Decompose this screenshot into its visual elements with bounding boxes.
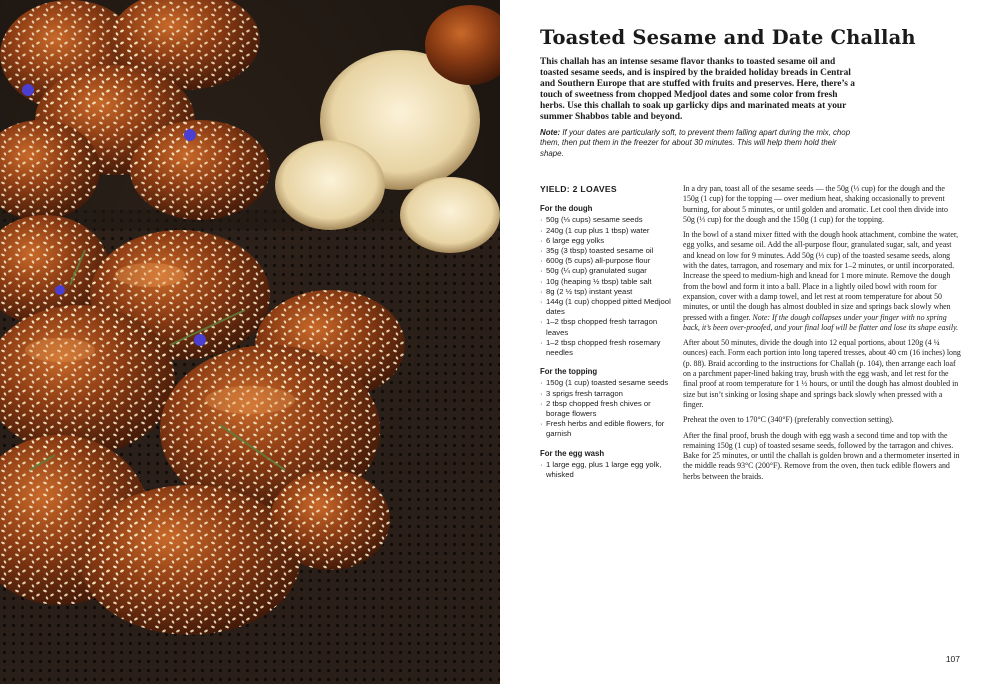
ingredient-item: · Fresh herbs and edible flowers, for garnish bbox=[540, 419, 675, 439]
ingredient-item: · 1 large egg, plus 1 large egg yolk, whisked bbox=[540, 460, 675, 480]
note-label: Note: bbox=[540, 128, 561, 137]
ingredient-group-egg-wash bbox=[540, 449, 675, 481]
recipe-intro: This challah has an intense sesame flavor thanks to toasted sesame oil and toasted sesame seeds, and is inspired by the braided holiday breads in Central and Southern Europe that are stuffed with fruits and preserves. Here, there’s a touch of sweetness from chopped Medjool dates and some color from fresh herbs. Use this challah to soak up garlicky dips and marinated meats at your summer Shabbos table and beyond. bbox=[540, 57, 855, 122]
ingredient-group-topping bbox=[540, 367, 675, 439]
ingredient-item: · 6 large egg yolks bbox=[540, 236, 675, 246]
ingredient-item: · 35g (3 tbsp) toasted sesame oil bbox=[540, 246, 675, 256]
ingredient-item: · 600g (5 cups) all-purpose flour bbox=[540, 256, 675, 266]
ingredient-item: · 3 sprigs fresh tarragon bbox=[540, 389, 675, 399]
note-text: If your dates are particularly soft, to prevent them falling apart during the mix, chop them, then put them in the freezer for about 30 minutes. This will help them hold their shape. bbox=[540, 128, 851, 158]
recipe-note bbox=[540, 128, 858, 159]
ingredient-item: · 8g (2 ½ tsp) instant yeast bbox=[540, 287, 675, 297]
ingredient-group-title: For the dough bbox=[540, 204, 593, 214]
ingredient-item: · 50g (⅓ cups) sesame seeds bbox=[540, 215, 675, 225]
method-step: After about 50 minutes, divide the dough into 12 equal portions, about 120g (4 ¼ ounces) each. Form each portion into long tapered tresses, about 40 cm (16 inches) long (p. 88). Braid according to the instructions for Challah (p. 104), then arrange each loaf on a parchment paper-lined baking tray, brush with the egg wash, and let rest for the final proof at room temperature for 1 ½ hours, or until the dough has almost doubled in size but isn’t sinking or losing shape and springs back slowly when pressed with a finger. bbox=[683, 338, 961, 409]
ingredient-group-dough bbox=[540, 204, 675, 358]
method-step-note: Note: If the dough collapses under your finger with no spring back, it’s been over-proofed, and your final loaf will be flatter and lose its shape easily. bbox=[683, 312, 959, 332]
ingredients-column bbox=[540, 184, 675, 489]
ingredient-item: · 10g (heaping ½ tbsp) table salt bbox=[540, 277, 675, 287]
method-step-text: In the bowl of a stand mixer fitted with the dough hook attachment, combine the water, egg yolks, and sesame oil. Add the all-purpose flour, granulated sugar, salt, and yeast and knead on low for 9 minutes. Add 50g (⅓ cup) of the toasted sesame seeds, along with the dates, tarragon, and rosemary and mix for 1–2 minutes, or until incorporated. Increase the speed to medium-high and knead for 1 more minute. Remove the dough from the bowl and form it into a ball. Place in a lightly oiled bowl with room for expansion, cover with a damp towel, and let rest at room temperature for about 50 minutes, or until the dough has almost doubled in size and springs back slowly when pressed with a finger. bbox=[683, 230, 959, 322]
recipe-title: Toasted Sesame and Date Challah bbox=[540, 26, 916, 49]
ingredient-item: · 2 tbsp chopped fresh chives or borage flowers bbox=[540, 399, 675, 419]
method-step: In a dry pan, toast all of the sesame seeds — the 50g (⅓ cup) for the dough and the 150g (1 cup) for the topping — over medium heat, shaking occasionally to prevent burning, for about 5 minutes, or until golden and aromatic. Let cool then divide into 50g (⅓ cup) for the dough and the 150g (1 cup) for the topping. bbox=[683, 184, 948, 224]
ingredient-group-title: For the topping bbox=[540, 367, 598, 377]
ingredient-item: · 1–2 tbsp chopped fresh tarragon leaves bbox=[540, 317, 675, 337]
ingredient-item: · 50g (¼ cup) granulated sugar bbox=[540, 266, 675, 276]
page-number: 107 bbox=[945, 654, 960, 664]
recipe-yield: YIELD: 2 LOAVES bbox=[540, 184, 617, 194]
method-column bbox=[683, 184, 961, 487]
method-step: Preheat the oven to 170°C (340°F) (preferably convection setting). bbox=[683, 415, 894, 425]
method-step: After the final proof, brush the dough with egg wash a second time and top with the remaining 150g (1 cup) of toasted sesame seeds, followed by the tarragon and chives. Bake for 25 minutes, or until the challah is golden brown and a thermometer inserted in the middle reads 93°C (200°F). Remove from the oven, then tuck edible flowers and herbs between the braids. bbox=[683, 430, 960, 481]
recipe-page bbox=[500, 0, 1000, 684]
ingredient-item: · 150g (1 cup) toasted sesame seeds bbox=[540, 378, 675, 388]
ingredient-group-title: For the egg wash bbox=[540, 448, 605, 458]
method-step bbox=[683, 230, 961, 333]
ingredient-item: · 144g (1 cup) chopped pitted Medjool dates bbox=[540, 297, 675, 317]
ingredient-item: · 240g (1 cup plus 1 tbsp) water bbox=[540, 226, 675, 236]
ingredient-item: · 1–2 tbsp chopped fresh rosemary needles bbox=[540, 338, 675, 358]
